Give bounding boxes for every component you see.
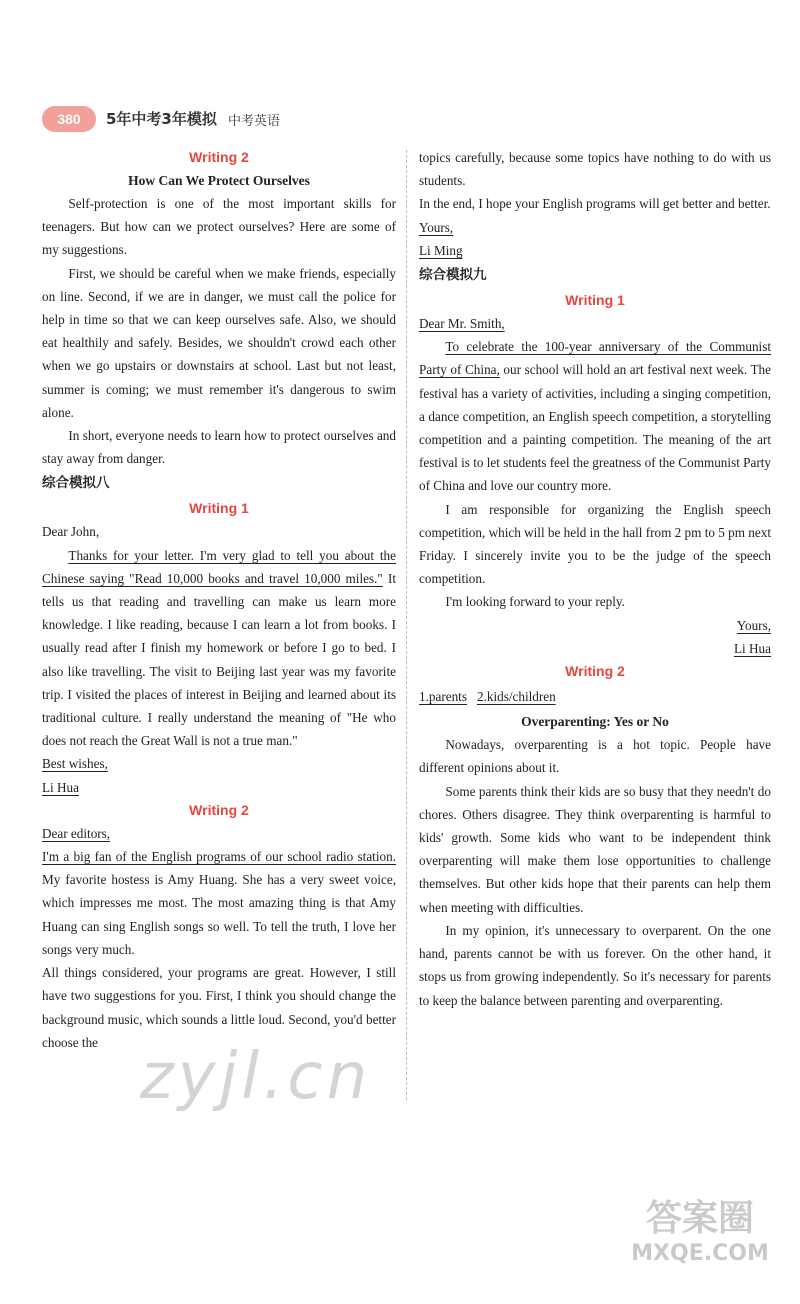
- letter-greeting: Dear Mr. Smith,: [419, 316, 505, 332]
- section-heading: Writing 1: [565, 292, 625, 309]
- underlined-text: I'm a big fan of the English programs of our school radio station.: [42, 849, 396, 865]
- paragraph: First, we should be careful when we make friends, especially on line. Second, if we are in danger, we must call the police for help in time so that we can keep ourselves safe. Also, we should eat healthily and safely. Besides, we shouldn't crowd each other when we go upstairs or downstairs at school. Last but not least, summer is coming; we must remember it's dangerous to swim alone.: [42, 265, 396, 420]
- book-title: 5年中考3年模拟: [106, 110, 217, 128]
- section-heading: Writing 1: [189, 500, 249, 517]
- paragraph-text: My favorite hostess is Amy Huang. She has a very sweet voice, which impresses me most. The most amazing thing is that Amy Huang can sing English songs so well. To tell the truth, I love her songs very much.: [42, 872, 396, 957]
- section-heading: Writing 2: [189, 149, 249, 165]
- letter-greeting: Dear John,: [42, 524, 100, 540]
- page-number: 380: [42, 106, 96, 132]
- column-divider: [406, 150, 407, 1100]
- paragraph: [42, 544, 396, 753]
- paragraph: [42, 845, 396, 961]
- letter-signature: Li Hua: [42, 779, 79, 795]
- paragraph: topics carefully, because some topics have nothing to do with us students.: [419, 150, 771, 189]
- letter-closing: Best wishes,: [42, 756, 108, 772]
- paragraph: In the end, I hope your English programs will get better and better.: [419, 196, 771, 212]
- watermark-logo-text: 答案圈: [645, 1198, 754, 1239]
- section-heading: Writing 2: [189, 801, 249, 818]
- page-header: [42, 104, 782, 134]
- paragraph: I'm looking forward to your reply.: [445, 594, 625, 610]
- watermark-mxqe: [620, 1190, 780, 1266]
- letter-closing: Yours,: [736, 617, 771, 633]
- paragraph: Nowadays, overparenting is a hot topic. People have different opinions about it.: [419, 737, 771, 776]
- answer-item: 1.parents: [419, 689, 467, 705]
- paragraph: Self-protection is one of the most important skills for teenagers. But how can we protect ourselves? Here are some of my suggestions.: [42, 196, 396, 258]
- section-heading: Writing 2: [565, 663, 625, 680]
- letter-closing: Yours,: [419, 219, 454, 235]
- paragraph-text: It tells us that reading and travelling can make us learn more knowledge. I like reading, because I can learn a lot from books. I usually read after I finish my homework or before I go to bed. I also like travelling. The visit to Beijing last year was my favorite trip. I visited the places of interest in Beijing and learned about its traditional culture. I really understand the meaning of "He who does not reach the Great Wall is not a true man.": [42, 570, 396, 749]
- right-column: [419, 146, 771, 1012]
- mock-exam-heading: 综合模拟九: [419, 267, 487, 284]
- paragraph: Some parents think their kids are so busy that they needn't do chores. Others disagree. They think overparenting is harmful to kids' growth. Some kids who want to be independent think overparenting will make them lose opportunities to challenge themselves. But other kids hope that their parents can help them when meeting with difficulties.: [419, 783, 771, 915]
- essay-title: Overparenting: Yes or No: [521, 714, 669, 730]
- watermark-url: MXQE.COM: [631, 1241, 769, 1266]
- paragraph: All things considered, your programs are great. However, I still have two suggestions for you. First, I think you should change the background music, which sounds a little loud. Second, you'd better choose the: [42, 965, 396, 1050]
- essay-title: How Can We Protect Ourselves: [128, 173, 310, 188]
- answer-item: 2.kids/children: [476, 689, 556, 705]
- underlined-text: Thanks for your letter. I'm very glad to tell you about the Chinese saying "Read 10,000 books and travel 10,000 miles.": [42, 547, 396, 586]
- answer-key: [419, 685, 771, 708]
- paragraph: In short, everyone needs to learn how to protect ourselves and stay away from danger.: [42, 428, 396, 467]
- paragraph-text: our school will hold an art festival next week. The festival has a variety of activities, including a singing competition, a dance competition, an English speech competition, a storytelling competition and a painting competition. The meaning of the art festival is to let students feel the greatness of the Communist Party of China and love our country more.: [419, 362, 771, 494]
- paragraph: In my opinion, it's unnecessary to overparent. On the one hand, parents cannot be with us forever. On the other hand, it stops us from growing independently. So it's necessary for parents to keep the balance between parenting and overparenting.: [419, 922, 771, 1008]
- underlined-text: To celebrate the 100-year anniversary of the Communist Party of China,: [419, 339, 771, 378]
- paragraph: [419, 335, 771, 497]
- left-column: [42, 146, 396, 1054]
- mock-exam-heading: 综合模拟八: [42, 475, 110, 492]
- letter-signature: Li Ming: [419, 242, 463, 258]
- subject-label: 中考英语: [228, 114, 281, 129]
- letter-signature: Li Hua: [734, 640, 771, 656]
- paragraph: I am responsible for organizing the English speech competition, which will be held in the hall from 2 pm to 5 pm next Friday. I sincerely invite you to be the judge of the speech competition.: [419, 501, 771, 587]
- watermark-zyjl: zyjl.cn: [140, 1040, 372, 1114]
- letter-greeting: Dear editors,: [42, 825, 111, 841]
